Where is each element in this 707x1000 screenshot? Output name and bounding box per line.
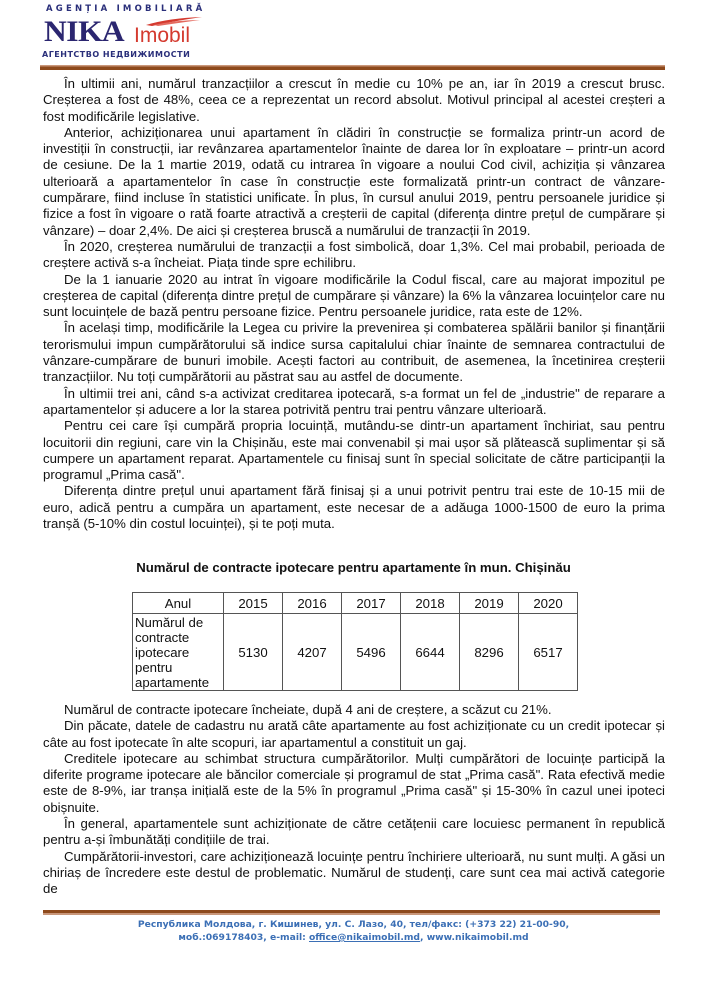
footer-separator: , [419, 932, 427, 943]
logo-tagline-ro: AGENȚIA IMOBILIARĂ [46, 4, 206, 14]
logo-tagline-ru: АГЕНТСТВО НЕДВИЖИМОСТИ [42, 50, 191, 59]
footer-contact [0, 918, 707, 944]
table-cell: 5130 [224, 614, 283, 691]
table-row [133, 614, 578, 691]
header-cell: 2020 [519, 593, 578, 614]
email-link[interactable]: office@nikaimobil.md [309, 932, 420, 943]
header-cell: 2016 [283, 593, 342, 614]
paragraph: Creditele ipotecare au schimbat structura cumpărătorilor. Mulți cumpărători de locuințe participă la diferite programe ipotecare ale băncilor comerciale și programul de stat „Prima casă". Rata efectivă medie este de 8-9%, iar tranșa inițială este de la 5% în programul „Prima casă" și 15-30% în cazul unei ipoteci obișnuite. [43, 750, 665, 815]
table-cell: 5496 [342, 614, 401, 691]
footer-line2 [0, 931, 707, 944]
table-title: Numărul de contracte ipotecare pentru apartamente în mun. Chișinău [136, 560, 571, 575]
logo-nika: NIKA [44, 15, 125, 48]
paragraph: Anterior, achiziționarea unui apartament în clădiri în construcție se formaliza printr-un acord de investiții în construcții, iar revânzarea apartamentelor înainte de darea lor în exploatare – printr-un acord de cesiune. De la 1 martie 2019, odată cu intrarea în vigoare a noului Cod civil, achiziția și vânzarea ulterioară a apartamentelor în case în construcție este formalizată printr-un contract de vânzare-cumpărare, fiind incluse în statistici unificate. În plus, în cursul anului 2019, pentru persoanele juridice și fizice a fost în vigoare o rată foarte atractivă a creșterii de capital (diferența dintre prețul de cumpărare și vânzare) – doar 2,4%. De aici și creșterea bruscă a numărului de tranzacții în 2019. [43, 124, 665, 238]
footer-divider [43, 910, 660, 915]
paragraph: Diferența dintre prețul unui apartament fără finisaj și a unui potrivit pentru trai este de 10-15 mii de euro, adică pentru a cumpăra un apartament, este necesar de a adăuga 1000-1500 de euro la prima tranșă (5-10% din costul locuinței), și te poți muta. [43, 483, 665, 532]
agency-logo [40, 2, 220, 62]
paragraph: De la 1 ianuarie 2020 au intrat în vigoare modificările la Codul fiscal, care au majorat impozitul pe creșterea de capital (diferența dintre prețul de cumpărare și vânzare) la 6% la vânzarea locuințelor care nu sunt locuințele de bază pentru persoane fizice. Pentru persoanele juridice, rata este de 12%. [43, 271, 665, 320]
paragraph: În ultimii ani, numărul tranzacțiilor a crescut în medie cu 10% pe an, iar în 2019 a crescut brusc. Creșterea a fost de 48%, ceea ce a reprezentat un record absolut. Motivul principal al acestei creșteri a fost modificările legislative. [43, 76, 665, 124]
paragraph: În același timp, modificările la Legea cu privire la prevenirea și combaterea spălării banilor și finanțării terorismului impun cumpărătorului să indice sursa capitalului chiar înainte de semnarea contractului de vânzare-cumpărare de bunuri imobile. Acești factori au contribuit, de asemenea, la încetinirea creșterii tranzacțiilor. Nu toți cumpărătorii au păstrat sau au astfel de documente. [43, 320, 665, 385]
paragraph: În ultimii trei ani, când s-a activizat creditarea ipotecară, s-a format un fel de „industrie" de reparare a apartamentelor și aducere a lor la starea potrivită pentru trai pentru vânzare ulterioară. [43, 385, 665, 417]
header-cell: 2018 [401, 593, 460, 614]
website-link[interactable]: www.nikaimobil.md [426, 932, 529, 943]
paragraph: Cumpărătorii-investori, care achiziționează locuințe pentru închiriere ulterioară, nu sunt mulți. A găsi un chiriaș de încredere este destul de problematic. Numărul de studenți, care sunt cea mai activă categorie de [43, 848, 665, 897]
paragraph: Numărul de contracte ipotecare încheiate, după 4 ani de creștere, a scăzut cu 21%. [64, 702, 552, 717]
header-cell-year: Anul [133, 593, 224, 614]
mortgage-contracts-table [132, 592, 578, 691]
footer-phone: моб.:069178403, e-mail: [178, 932, 309, 943]
header-cell: 2017 [342, 593, 401, 614]
table-cell: 6517 [519, 614, 578, 691]
body-text-top [43, 76, 665, 532]
paragraph: Din păcate, datele de cadastru nu arată câte apartamente au fost achiziționate cu un credit ipotecar și câte au fost ipotecate în alte scopuri, iar apartamentul a constituit un gaj. [43, 718, 665, 750]
paragraph: În general, apartamentele sunt achiziționate de către cetățenii care locuiesc permanent în republică pentru a-și îmbunătăți condițiile de trai. [43, 816, 665, 848]
footer-address: Республика Молдова, г. Кишинев, ул. С. Лазо, 40, тел/факс: (+373 22) 21-00-90, [137, 919, 570, 930]
table-cell: 6644 [401, 614, 460, 691]
header-cell: 2019 [460, 593, 519, 614]
logo-imobil: Imobil [134, 24, 191, 47]
body-text-bottom [43, 702, 665, 898]
header-cell: 2015 [224, 593, 283, 614]
header-divider [40, 65, 665, 70]
table-cell: 8296 [460, 614, 519, 691]
table-header-row [133, 593, 578, 614]
row-label: Numărul de contracte ipotecare pentru apartamente [133, 614, 224, 691]
paragraph: Pentru cei care își cumpără propria locuință, mutându-se dintr-un apartament închiriat, sau pentru locuitorii din regiuni, care vin la Chișinău, este mai convenabil și mai ușor să plătească suplimentar și să cumpere un apartament reparat. Apartamentele cu finisaj sunt în special solicitate de către participanții la programul „Prima casă". [43, 418, 665, 483]
table-cell: 4207 [283, 614, 342, 691]
paragraph: În 2020, creșterea numărului de tranzacții a fost simbolică, doar 1,3%. Cel mai probabil, perioada de creștere activă s-a încheiat. Piața tinde spre echilibru. [43, 238, 665, 271]
